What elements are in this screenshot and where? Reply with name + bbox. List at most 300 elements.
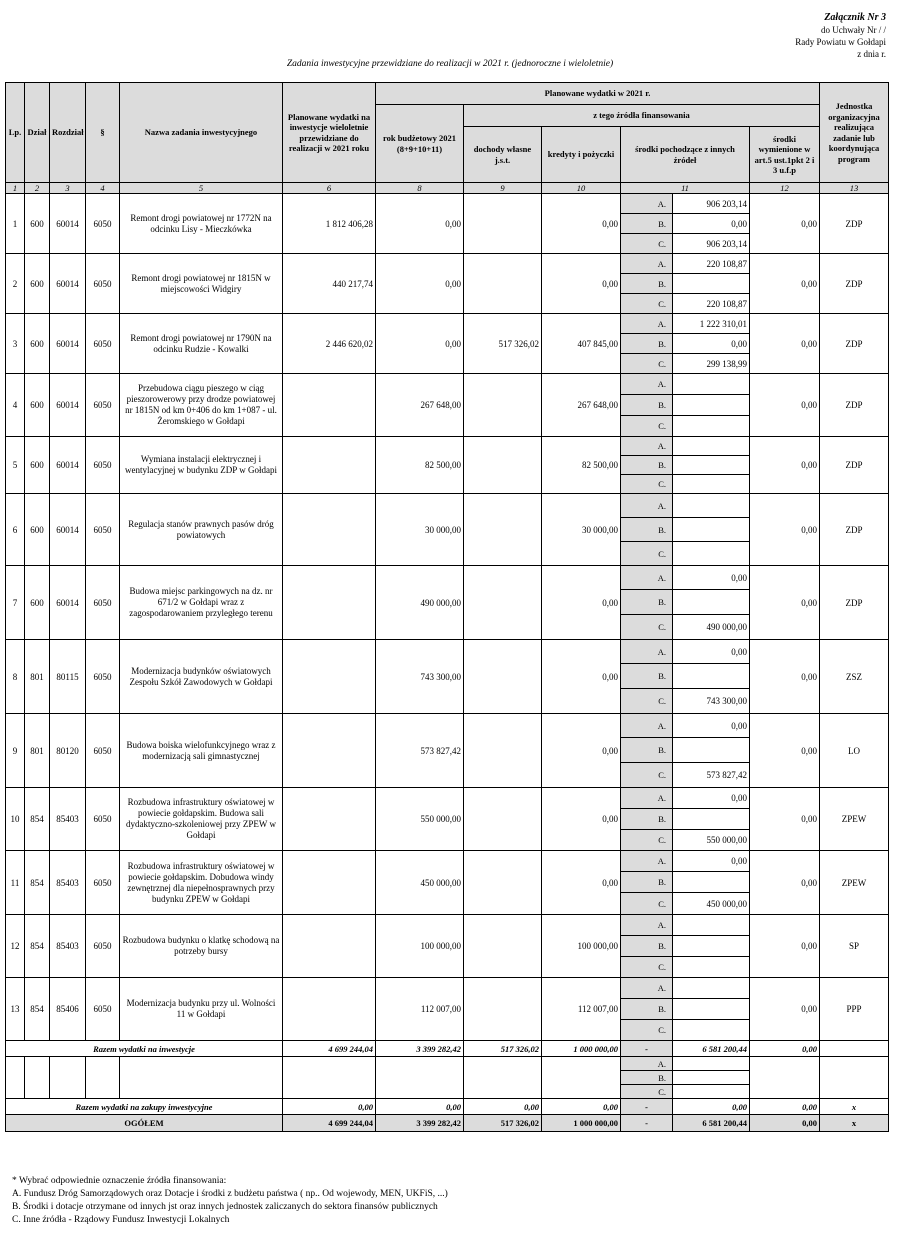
cell-budget: 30 000,00 <box>376 494 464 566</box>
cell-lp: 13 <box>6 978 25 1041</box>
col-art5: środki wymienione w art.5 ust.1pkt 2 i 3 u.f.p <box>750 127 820 183</box>
col-task-name: Nazwa zadania inwestycyjnego <box>120 83 283 183</box>
empty-cell <box>750 1057 820 1099</box>
investment-table <box>5 82 889 1132</box>
source-value-a: 220 108,87 <box>673 254 750 274</box>
cell-budget: 82 500,00 <box>376 437 464 494</box>
source-value-a <box>673 978 750 999</box>
total-planned: 4 699 244,04 <box>283 1115 376 1132</box>
cell-lp: 9 <box>6 714 25 788</box>
source-label-c: C. <box>621 234 673 254</box>
cell-unit: ZDP <box>820 374 889 437</box>
source-value-c <box>673 475 750 494</box>
source-label-c: C. <box>621 830 673 851</box>
cell-dzial: 600 <box>25 194 50 254</box>
col-credits: kredyty i pożyczki <box>542 127 621 183</box>
cell-unit: LO <box>820 714 889 788</box>
col-number: 8 <box>376 183 464 194</box>
sum-own: 517 326,02 <box>464 1041 542 1057</box>
source-label-b: B. <box>621 590 673 615</box>
purch-own: 0,00 <box>464 1099 542 1115</box>
empty-cell <box>50 1057 86 1099</box>
empty-cell <box>820 1057 889 1099</box>
table-row <box>6 374 889 395</box>
source-label-b: B. <box>621 872 673 893</box>
col-number: 1 <box>6 183 25 194</box>
cell-dzial: 600 <box>25 437 50 494</box>
cell-planned <box>283 494 376 566</box>
source-value-c: 906 203,14 <box>673 234 750 254</box>
cell-own-income <box>464 566 542 640</box>
col-dzial: Dział <box>25 83 50 183</box>
purch-planned: 0,00 <box>283 1099 376 1115</box>
source-label-c: C. <box>621 1085 673 1099</box>
purch-art5: 0,00 <box>750 1099 820 1115</box>
cell-credit: 30 000,00 <box>542 494 621 566</box>
cell-unit: PPP <box>820 978 889 1041</box>
resolution-line: do Uchwały Nr / / <box>821 25 886 35</box>
cell-dzial: 801 <box>25 714 50 788</box>
col-sources: z tego źródła finansowania <box>464 105 820 127</box>
source-value-a: 0,00 <box>673 788 750 809</box>
source-label-a: A. <box>621 374 673 395</box>
table-row <box>6 978 889 999</box>
cell-task-name: Remont drogi powiatowej nr 1772N na odcinku Lisy - Mieczkówka <box>120 194 283 254</box>
cell-art5: 0,00 <box>750 374 820 437</box>
cell-own-income <box>464 374 542 437</box>
source-label-b: B. <box>621 738 673 763</box>
empty-cell <box>25 1057 50 1099</box>
total-unit: x <box>820 1115 889 1132</box>
cell-rozdzial: 85403 <box>50 851 86 915</box>
cell-rozdzial: 60014 <box>50 194 86 254</box>
source-value-a: 906 203,14 <box>673 194 750 214</box>
cell-paragraph: 6050 <box>86 194 120 254</box>
cell-art5: 0,00 <box>750 566 820 640</box>
source-value-b <box>673 809 750 830</box>
source-label-b: B. <box>621 274 673 294</box>
source-label-c: C. <box>621 893 673 915</box>
source-label-b: B. <box>621 809 673 830</box>
source-label-a: A. <box>621 1057 673 1071</box>
cell-unit: ZDP <box>820 437 889 494</box>
empty-cell <box>283 1057 376 1099</box>
source-label-b: B. <box>621 518 673 542</box>
cell-credit: 0,00 <box>542 194 621 254</box>
cell-planned <box>283 714 376 788</box>
purch-credit: 0,00 <box>542 1099 621 1115</box>
cell-task-name: Remont drogi powiatowej nr 1815N w miejscowości Widgiry <box>120 254 283 314</box>
source-value-b <box>673 872 750 893</box>
cell-credit: 82 500,00 <box>542 437 621 494</box>
col-budget-year: rok budżetowy 2021 (8+9+10+11) <box>376 105 464 183</box>
source-value-a <box>673 374 750 395</box>
cell-rozdzial: 60014 <box>50 437 86 494</box>
total-other: 6 581 200,44 <box>673 1115 750 1132</box>
sum-planned: 4 699 244,04 <box>283 1041 376 1057</box>
footnote-intro: * Wybrać odpowiednie oznaczenie źródła finansowania: <box>12 1176 227 1186</box>
cell-dzial: 854 <box>25 915 50 978</box>
cell-paragraph: 6050 <box>86 374 120 437</box>
source-label-c: C. <box>621 542 673 566</box>
sum-purchases-label: Razem wydatki na zakupy inwestycyjne <box>6 1099 283 1115</box>
col-unit: Jednostka organizacyjna realizująca zadanie lub koordynująca program <box>820 83 889 183</box>
cell-dzial: 600 <box>25 494 50 566</box>
table-row <box>6 314 889 334</box>
source-label-a: A. <box>621 915 673 936</box>
cell-paragraph: 6050 <box>86 566 120 640</box>
source-label-b: B. <box>621 456 673 475</box>
cell-planned <box>283 374 376 437</box>
cell-task-name: Wymiana instalacji elektrycznej i wentylacyjnej w budynku ZDP w Gołdapi <box>120 437 283 494</box>
cell-art5: 0,00 <box>750 788 820 851</box>
source-value-a: 0,00 <box>673 566 750 590</box>
cell-credit: 407 845,00 <box>542 314 621 374</box>
source-value-a <box>673 437 750 456</box>
source-value-b <box>673 395 750 416</box>
cell-art5: 0,00 <box>750 437 820 494</box>
sum-dash: - <box>621 1041 673 1057</box>
source-label-c: C. <box>621 1020 673 1041</box>
source-value-a: 0,00 <box>673 640 750 664</box>
cell-credit: 0,00 <box>542 254 621 314</box>
cell-planned: 1 812 406,28 <box>283 194 376 254</box>
source-value-b <box>673 590 750 615</box>
source-label-a: A. <box>621 978 673 999</box>
cell-paragraph: 6050 <box>86 494 120 566</box>
cell-planned <box>283 788 376 851</box>
cell-unit: ZPEW <box>820 788 889 851</box>
cell-task-name: Rozbudowa infrastruktury oświatowej w powiecie gołdapskim. Dobudowa windy zewnętrznej dla niepełnosprawnych przy budynku ZPEW w Gołdapi <box>120 851 283 915</box>
cell-lp: 2 <box>6 254 25 314</box>
source-value-b <box>673 664 750 689</box>
col-number: 10 <box>542 183 621 194</box>
cell-art5: 0,00 <box>750 494 820 566</box>
cell-rozdzial: 60014 <box>50 566 86 640</box>
cell-unit: ZPEW <box>820 851 889 915</box>
sum-other: 6 581 200,44 <box>673 1041 750 1057</box>
cell-rozdzial: 80115 <box>50 640 86 714</box>
col-number: 4 <box>86 183 120 194</box>
cell-planned <box>283 640 376 714</box>
cell-budget: 0,00 <box>376 254 464 314</box>
source-label-a: A. <box>621 254 673 274</box>
cell-art5: 0,00 <box>750 915 820 978</box>
cell-lp: 3 <box>6 314 25 374</box>
cell-art5: 0,00 <box>750 194 820 254</box>
source-value-b <box>673 274 750 294</box>
source-label-b: B. <box>621 1071 673 1085</box>
cell-lp: 5 <box>6 437 25 494</box>
sum-investments-row <box>6 1041 889 1057</box>
source-value-c: 743 300,00 <box>673 689 750 714</box>
cell-planned: 2 446 620,02 <box>283 314 376 374</box>
table-body <box>6 194 889 1041</box>
footnote-c: C. Inne źródła - Rządowy Fundusz Inwestycji Lokalnych <box>12 1215 230 1225</box>
source-label-a: A. <box>621 314 673 334</box>
cell-budget: 0,00 <box>376 314 464 374</box>
empty-cell <box>86 1057 120 1099</box>
cell-art5: 0,00 <box>750 978 820 1041</box>
source-value-b: 0,00 <box>673 214 750 234</box>
cell-art5: 0,00 <box>750 314 820 374</box>
cell-own-income <box>464 437 542 494</box>
sum-investments-label: Razem wydatki na inwestycje <box>6 1041 283 1057</box>
cell-rozdzial: 60014 <box>50 494 86 566</box>
cell-paragraph: 6050 <box>86 851 120 915</box>
cell-planned: 440 217,74 <box>283 254 376 314</box>
source-label-b: B. <box>621 334 673 354</box>
cell-lp: 10 <box>6 788 25 851</box>
sum-budget: 3 399 282,42 <box>376 1041 464 1057</box>
footnotes <box>12 1175 448 1227</box>
source-label-a: A. <box>621 566 673 590</box>
col-lp: Lp. <box>6 83 25 183</box>
sum-unit <box>820 1041 889 1057</box>
cell-budget: 100 000,00 <box>376 915 464 978</box>
source-value-a <box>673 494 750 518</box>
source-value-a: 1 222 310,01 <box>673 314 750 334</box>
source-value-b <box>673 456 750 475</box>
cell-budget: 112 007,00 <box>376 978 464 1041</box>
table-row <box>6 915 889 936</box>
cell-paragraph: 6050 <box>86 314 120 374</box>
cell-task-name: Rozbudowa budynku o klatkę schodową na potrzeby bursy <box>120 915 283 978</box>
empty-cell <box>120 1057 283 1099</box>
footnote-b: B. Środki i dotacje otrzymane od innych jst oraz innych jednostek zaliczanych do sektora finansów publicznych <box>12 1202 438 1212</box>
source-label-a: A. <box>621 714 673 738</box>
purchase-row <box>6 1057 889 1071</box>
col-own-income: dochody własne j.s.t. <box>464 127 542 183</box>
source-value-c: 490 000,00 <box>673 615 750 640</box>
cell-paragraph: 6050 <box>86 640 120 714</box>
source-value-c <box>673 1020 750 1041</box>
cell-own-income <box>464 254 542 314</box>
cell-own-income <box>464 714 542 788</box>
col-paragraph: § <box>86 83 120 183</box>
cell-task-name: Modernizacja budynków oświatowych Zespołu Szkół Zawodowych w Gołdapi <box>120 640 283 714</box>
col-rozdzial: Rozdział <box>50 83 86 183</box>
cell-paragraph: 6050 <box>86 714 120 788</box>
source-label-b: B. <box>621 395 673 416</box>
col-number: 6 <box>283 183 376 194</box>
cell-unit: ZDP <box>820 494 889 566</box>
total-credit: 1 000 000,00 <box>542 1115 621 1132</box>
cell-own-income <box>464 978 542 1041</box>
table-row <box>6 494 889 518</box>
annex-header <box>795 12 886 60</box>
cell-rozdzial: 60014 <box>50 374 86 437</box>
col-other-sources: środki pochodzące z innych źródeł <box>621 127 750 183</box>
total-budget: 3 399 282,42 <box>376 1115 464 1132</box>
cell-own-income <box>464 788 542 851</box>
cell-rozdzial: 80120 <box>50 714 86 788</box>
sum-purchases-row <box>6 1099 889 1115</box>
cell-unit: ZDP <box>820 254 889 314</box>
cell-lp: 8 <box>6 640 25 714</box>
table-row <box>6 566 889 590</box>
table-row <box>6 851 889 872</box>
source-label-c: C. <box>621 689 673 714</box>
cell-art5: 0,00 <box>750 640 820 714</box>
cell-art5: 0,00 <box>750 851 820 915</box>
footnote-a: A. Fundusz Dróg Samorządowych oraz Dotacje i środki z budżetu państwa ( np.. Od wojewody, MEN, UKFiS, ...) <box>12 1189 448 1199</box>
source-label-a: A. <box>621 494 673 518</box>
source-label-b: B. <box>621 999 673 1020</box>
purch-dash: - <box>621 1099 673 1115</box>
source-value-a: 0,00 <box>673 851 750 872</box>
source-label-c: C. <box>621 354 673 374</box>
cell-paragraph: 6050 <box>86 254 120 314</box>
source-label-a: A. <box>621 851 673 872</box>
source-value-c <box>673 542 750 566</box>
cell-rozdzial: 85406 <box>50 978 86 1041</box>
purch-unit: x <box>820 1099 889 1115</box>
col-planned-2021: Planowane wydatki w 2021 r. <box>376 83 820 105</box>
cell-rozdzial: 85403 <box>50 915 86 978</box>
cell-task-name: Modernizacja budynku przy ul. Wolności 11 w Gołdapi <box>120 978 283 1041</box>
source-value-c: 220 108,87 <box>673 294 750 314</box>
table-row <box>6 194 889 214</box>
cell-unit: ZDP <box>820 194 889 254</box>
annex-number: Załącznik Nr 3 <box>824 12 886 23</box>
cell-lp: 6 <box>6 494 25 566</box>
council-line: Rady Powiatu w Gołdapi <box>795 37 886 47</box>
cell-unit: ZDP <box>820 314 889 374</box>
cell-paragraph: 6050 <box>86 978 120 1041</box>
cell-dzial: 854 <box>25 978 50 1041</box>
cell-own-income <box>464 640 542 714</box>
source-value-c: 573 827,42 <box>673 763 750 788</box>
source-value-a <box>673 915 750 936</box>
source-label-c: C. <box>621 294 673 314</box>
col-number: 13 <box>820 183 889 194</box>
cell-own-income <box>464 915 542 978</box>
empty-cell <box>376 1057 464 1099</box>
cell-credit: 100 000,00 <box>542 915 621 978</box>
cell-lp: 7 <box>6 566 25 640</box>
cell-credit: 0,00 <box>542 788 621 851</box>
cell-task-name: Rozbudowa infrastruktury oświatowej w powiecie gołdapskim. Budowa sali dydaktyczno-szkoleniowej przy ZPEW w Gołdapi <box>120 788 283 851</box>
col-number: 2 <box>25 183 50 194</box>
grand-total-label: OGÓŁEM <box>6 1115 283 1132</box>
source-value-c <box>673 957 750 978</box>
source-value-b: 0,00 <box>673 334 750 354</box>
source-label-b: B. <box>621 936 673 957</box>
cell-unit: SP <box>820 915 889 978</box>
grand-total-row <box>6 1115 889 1132</box>
col-number: 5 <box>120 183 283 194</box>
cell-credit: 267 648,00 <box>542 374 621 437</box>
cell-budget: 743 300,00 <box>376 640 464 714</box>
total-dash: - <box>621 1115 673 1132</box>
cell-lp: 1 <box>6 194 25 254</box>
table-summary <box>6 1041 889 1132</box>
cell-own-income <box>464 851 542 915</box>
cell-dzial: 600 <box>25 566 50 640</box>
cell-credit: 0,00 <box>542 566 621 640</box>
source-value-c <box>673 416 750 437</box>
cell-planned <box>283 851 376 915</box>
empty-cell <box>6 1057 25 1099</box>
col-planned-multiyear: Planowane wydatki na inwestycje wieloletnie przewidziane do realizacji w 2021 roku <box>283 83 376 183</box>
source-label-b: B. <box>621 664 673 689</box>
source-value-c: 550 000,00 <box>673 830 750 851</box>
cell-task-name: Regulacja stanów prawnych pasów dróg powiatowych <box>120 494 283 566</box>
cell-dzial: 600 <box>25 374 50 437</box>
sum-art5: 0,00 <box>750 1041 820 1057</box>
cell-planned <box>283 915 376 978</box>
source-value-a: 0,00 <box>673 714 750 738</box>
cell-own-income <box>464 494 542 566</box>
source-label-c: C. <box>621 957 673 978</box>
cell-task-name: Budowa boiska wielofunkcyjnego wraz z modernizacją sali gimnastycznej <box>120 714 283 788</box>
cell-budget: 550 000,00 <box>376 788 464 851</box>
cell-credit: 0,00 <box>542 640 621 714</box>
source-value-b <box>673 738 750 763</box>
source-value-a <box>673 1057 750 1071</box>
source-label-c: C. <box>621 615 673 640</box>
empty-cell <box>542 1057 621 1099</box>
cell-planned <box>283 566 376 640</box>
cell-task-name: Przebudowa ciągu pieszego w ciąg pieszorowerowy przy drodze powiatowej nr 1815N od km 0+406 do km 1+087 - ul. Żeromskiego w Gołdapi <box>120 374 283 437</box>
cell-dzial: 600 <box>25 254 50 314</box>
total-own: 517 326,02 <box>464 1115 542 1132</box>
cell-paragraph: 6050 <box>86 788 120 851</box>
cell-lp: 4 <box>6 374 25 437</box>
col-number: 3 <box>50 183 86 194</box>
source-value-c <box>673 1085 750 1099</box>
source-label-a: A. <box>621 194 673 214</box>
purch-budget: 0,00 <box>376 1099 464 1115</box>
table-row <box>6 714 889 738</box>
cell-task-name: Remont drogi powiatowej nr 1790N na odcinku Rudzie - Kowalki <box>120 314 283 374</box>
cell-budget: 267 648,00 <box>376 374 464 437</box>
empty-cell <box>464 1057 542 1099</box>
source-value-b <box>673 936 750 957</box>
source-label-a: A. <box>621 788 673 809</box>
cell-own-income: 517 326,02 <box>464 314 542 374</box>
cell-credit: 112 007,00 <box>542 978 621 1041</box>
table-row <box>6 788 889 809</box>
cell-dzial: 854 <box>25 788 50 851</box>
source-label-c: C. <box>621 416 673 437</box>
source-value-c: 450 000,00 <box>673 893 750 915</box>
source-value-b <box>673 518 750 542</box>
source-label-c: C. <box>621 763 673 788</box>
table-row <box>6 437 889 456</box>
table-row <box>6 640 889 664</box>
cell-rozdzial: 60014 <box>50 314 86 374</box>
source-value-b <box>673 999 750 1020</box>
cell-rozdzial: 85403 <box>50 788 86 851</box>
cell-rozdzial: 60014 <box>50 254 86 314</box>
source-label-b: B. <box>621 214 673 234</box>
source-label-c: C. <box>621 475 673 494</box>
cell-unit: ZDP <box>820 566 889 640</box>
source-value-b <box>673 1071 750 1085</box>
source-label-a: A. <box>621 640 673 664</box>
cell-credit: 0,00 <box>542 714 621 788</box>
cell-planned <box>283 437 376 494</box>
source-value-c: 299 138,99 <box>673 354 750 374</box>
cell-paragraph: 6050 <box>86 915 120 978</box>
cell-budget: 573 827,42 <box>376 714 464 788</box>
cell-art5: 0,00 <box>750 254 820 314</box>
purch-other: 0,00 <box>673 1099 750 1115</box>
col-number: 9 <box>464 183 542 194</box>
table-row <box>6 254 889 274</box>
